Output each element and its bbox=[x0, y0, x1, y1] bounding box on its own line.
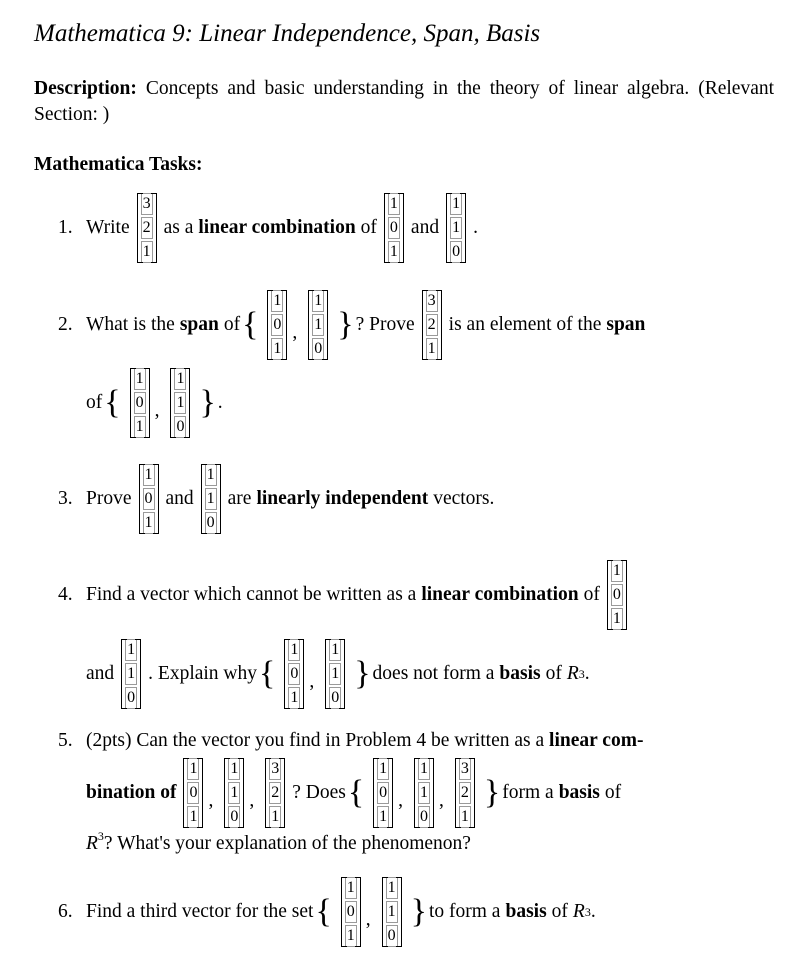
vector-b: 1 1 0 bbox=[382, 877, 402, 947]
comma: , bbox=[154, 400, 160, 421]
task-text: What is the bbox=[86, 314, 175, 335]
term-linearly-independent: linearly independent bbox=[256, 488, 429, 509]
term-linear-combination: bination of bbox=[86, 782, 177, 803]
task-text: and bbox=[86, 663, 115, 684]
close-brace: } bbox=[354, 655, 371, 692]
vector-b: 1 1 0 bbox=[121, 639, 141, 709]
task-text: and bbox=[410, 217, 440, 238]
task-text: of bbox=[604, 782, 622, 803]
task-3 bbox=[58, 459, 494, 539]
term-linear-combination: linear com- bbox=[549, 730, 644, 751]
task-number: 6. bbox=[58, 901, 73, 922]
task-4 bbox=[58, 555, 634, 635]
task-text: of bbox=[360, 217, 377, 238]
vector-b: 1 1 0 bbox=[224, 758, 244, 828]
task-text: of bbox=[545, 663, 562, 684]
vector-a: 1 0 1 bbox=[183, 758, 203, 828]
comma: , bbox=[292, 322, 298, 343]
task-number: 5. bbox=[58, 730, 73, 751]
symbol-R: R bbox=[566, 663, 579, 684]
vector-a: 1 0 1 bbox=[384, 193, 404, 263]
task-text: . Explain why bbox=[148, 663, 258, 684]
vector-c: 3 2 1 bbox=[137, 193, 157, 263]
description-label: Description: bbox=[34, 78, 137, 99]
vector-b: 1 1 0 bbox=[446, 193, 466, 263]
task-text: of bbox=[223, 314, 241, 335]
page-title: Mathematica 9: Linear Independence, Span, Basis bbox=[34, 20, 541, 47]
task-1 bbox=[58, 188, 478, 268]
task-number: 3. bbox=[58, 488, 73, 509]
vector-a: 1 0 1 bbox=[284, 639, 304, 709]
close-brace: } bbox=[199, 384, 216, 421]
comma: , bbox=[365, 909, 371, 930]
task-4-continued: and 1 1 0 . Explain why { 1 0 1 , 1 1 0 } does not form a basis of R 3 . bbox=[86, 634, 590, 714]
vector-b: 1 1 0 bbox=[170, 368, 190, 438]
task-text: . bbox=[217, 392, 223, 413]
task-text: ? What's your explanation of the phenomenon? bbox=[103, 833, 471, 854]
task-text: form a bbox=[502, 782, 554, 803]
task-2 bbox=[58, 285, 645, 365]
term-linear-combination: linear combination bbox=[198, 217, 356, 238]
vector-a: 1 0 1 bbox=[139, 464, 159, 534]
comma: , bbox=[249, 790, 255, 811]
open-brace: { bbox=[259, 655, 276, 692]
description bbox=[34, 76, 774, 128]
task-5-continued bbox=[86, 829, 471, 855]
task-text: (2pts) Can the vector you find in Problem 4 be written as a bbox=[86, 730, 545, 751]
symbol-R: R bbox=[572, 901, 585, 922]
vector-c: 3 2 1 bbox=[422, 290, 442, 360]
close-brace: } bbox=[483, 774, 501, 811]
task-5 bbox=[58, 730, 643, 752]
task-6: 6. Find a third vector for the set { 1 0 1 , 1 1 0 } to form a basis of R 3 . bbox=[58, 872, 596, 952]
task-text: . bbox=[590, 901, 596, 922]
vector-a: 1 0 1 bbox=[607, 560, 627, 630]
task-2-continued bbox=[86, 363, 223, 443]
task-text: as a bbox=[163, 217, 194, 238]
task-number: 2. bbox=[58, 314, 73, 335]
vector-a: 1 0 1 bbox=[267, 290, 287, 360]
open-brace: { bbox=[347, 774, 365, 811]
task-text: to form a bbox=[428, 901, 501, 922]
vector-b: 1 1 0 bbox=[201, 464, 221, 534]
open-brace: { bbox=[104, 384, 121, 421]
task-number: 4. bbox=[58, 584, 73, 605]
vector-b: 1 1 0 bbox=[414, 758, 434, 828]
term-span: span bbox=[606, 314, 646, 335]
vector-b: 1 1 0 bbox=[308, 290, 328, 360]
open-brace: { bbox=[242, 306, 259, 343]
task-text: does not form a bbox=[372, 663, 495, 684]
task-text: are bbox=[227, 488, 252, 509]
task-text: ? Does bbox=[292, 782, 346, 803]
tasks-heading: Mathematica Tasks: bbox=[34, 154, 203, 175]
comma: , bbox=[309, 671, 315, 692]
comma: , bbox=[439, 790, 444, 811]
task-text: Write bbox=[86, 217, 130, 238]
vector-a: 1 0 1 bbox=[341, 877, 361, 947]
close-brace: } bbox=[410, 893, 427, 930]
symbol-R: R bbox=[86, 833, 98, 854]
vector-a: 1 0 1 bbox=[130, 368, 150, 438]
vector-c: 3 2 1 bbox=[265, 758, 285, 828]
vector-a: 1 0 1 bbox=[373, 758, 393, 828]
open-brace: { bbox=[315, 893, 332, 930]
task-text: . bbox=[473, 217, 478, 238]
vector-b: 1 1 0 bbox=[325, 639, 345, 709]
task-text: vectors. bbox=[433, 488, 495, 509]
task-text: of bbox=[551, 901, 568, 922]
task-text: Find a vector which cannot be written as a bbox=[86, 584, 417, 605]
term-basis: basis bbox=[558, 782, 600, 803]
task-text: and bbox=[165, 488, 194, 509]
task-text: Find a third vector for the set bbox=[86, 901, 314, 922]
task-text: of bbox=[86, 392, 103, 413]
task-5-continued bbox=[86, 753, 621, 833]
term-linear-combination: linear combination bbox=[421, 584, 579, 605]
task-text: of bbox=[583, 584, 600, 605]
task-number: 1. bbox=[58, 217, 73, 238]
vector-c: 3 2 1 bbox=[455, 758, 475, 828]
task-text: . bbox=[584, 663, 590, 684]
task-text: Prove bbox=[86, 488, 132, 509]
term-basis: basis bbox=[505, 901, 547, 922]
close-brace: } bbox=[337, 306, 354, 343]
description-text: Concepts and basic understanding in the theory of linear algebra. (Relevant Section: ) bbox=[34, 78, 775, 125]
task-text: is an element of the bbox=[448, 314, 602, 335]
term-basis: basis bbox=[499, 663, 541, 684]
exponent: 3 bbox=[97, 829, 104, 843]
comma: , bbox=[398, 790, 404, 811]
comma: , bbox=[208, 790, 214, 811]
term-span: span bbox=[179, 314, 219, 335]
task-text: ? Prove bbox=[355, 314, 415, 335]
